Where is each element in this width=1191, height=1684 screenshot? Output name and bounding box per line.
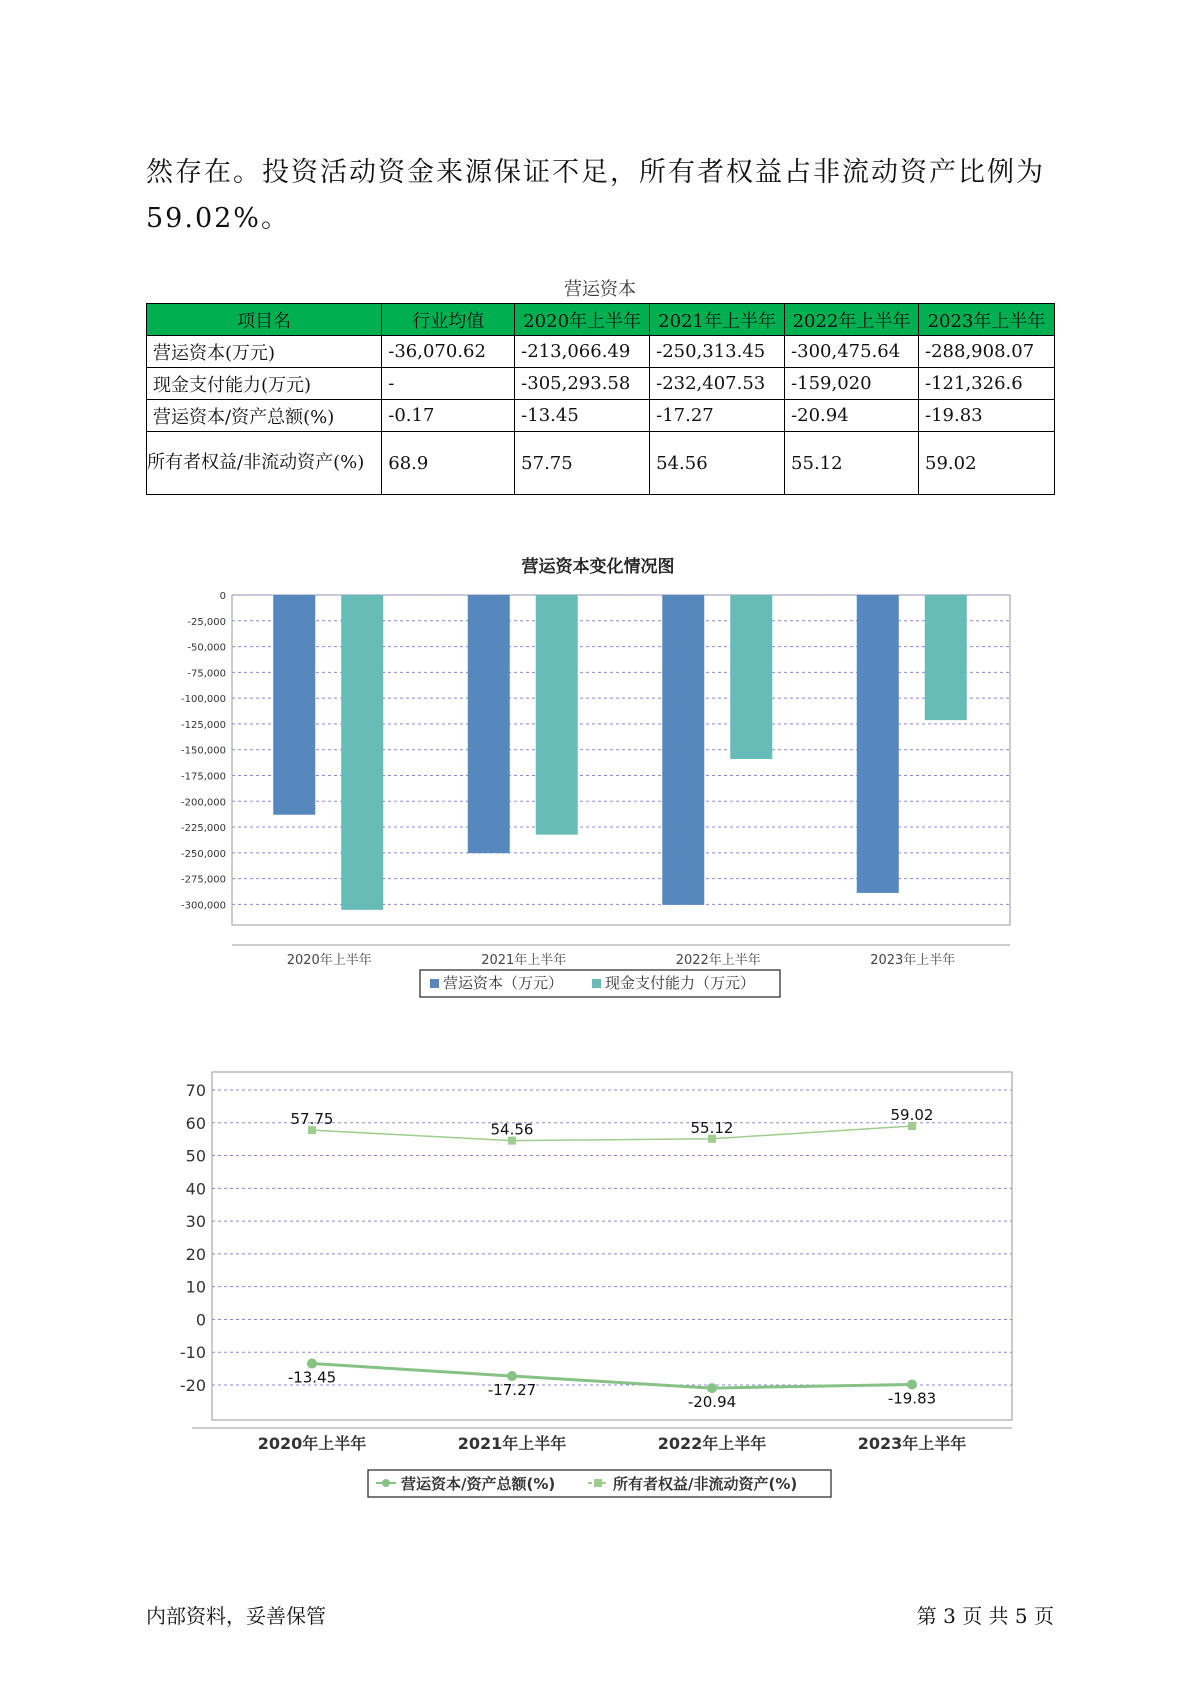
legend-label: 营运资本（万元） — [443, 974, 564, 992]
table-cell: -20.94 — [785, 400, 919, 432]
y-tick-label: 10 — [185, 1277, 206, 1297]
row-label: 营运资本(万元) — [147, 336, 382, 368]
table-cell: -36,070.62 — [382, 336, 515, 368]
data-label: 59.02 — [890, 1105, 934, 1124]
y-tick-label: -50,000 — [187, 642, 226, 654]
table-cell: -159,020 — [785, 368, 919, 400]
footer-page-number: 第 3 页 共 5 页 — [916, 1604, 1054, 1628]
table-row — [147, 336, 1055, 368]
y-tick-label: 30 — [185, 1212, 206, 1232]
legend-marker — [382, 1479, 390, 1487]
table-cell: 68.9 — [382, 432, 515, 495]
y-tick-label: 0 — [195, 1310, 206, 1330]
point-marker — [507, 1371, 517, 1381]
data-label: 55.12 — [690, 1118, 734, 1137]
point-marker — [907, 1379, 917, 1389]
row-label: 现金支付能力(万元) — [147, 368, 382, 400]
header-industry-avg: 行业均值 — [382, 304, 515, 336]
y-tick-label: -275,000 — [181, 874, 226, 886]
table-cell: -232,407.53 — [650, 368, 785, 400]
data-label: -13.45 — [287, 1368, 337, 1387]
y-tick-label: 0 — [219, 591, 226, 602]
table-cell: 57.75 — [515, 432, 650, 495]
chart-legend — [420, 970, 780, 997]
x-tick-label: 2021年上半年 — [457, 1434, 567, 1453]
header-2021: 2021年上半年 — [650, 304, 785, 336]
header-2022: 2022年上半年 — [785, 304, 919, 336]
y-tick-label: -20 — [179, 1376, 206, 1395]
header-item: 项目名 — [147, 304, 382, 336]
table-cell: 59.02 — [919, 432, 1055, 495]
footer-confidential: 内部资料，妥善保管 — [146, 1604, 326, 1628]
table-cell: -305,293.58 — [515, 368, 650, 400]
y-tick-label: -250,000 — [181, 848, 226, 860]
point-marker — [707, 1383, 717, 1393]
bar — [341, 595, 383, 910]
legend-swatch — [592, 979, 601, 988]
table-cell: -250,313.45 — [650, 336, 785, 368]
table-cell: -0.17 — [382, 400, 515, 432]
data-label: -17.27 — [487, 1381, 537, 1400]
table-row — [147, 368, 1055, 400]
data-label: -20.94 — [687, 1393, 737, 1412]
paragraph-line-2: 59.02%。 — [146, 203, 290, 234]
chart-title: 营运资本变化情况图 — [521, 557, 675, 577]
table-caption: 营运资本 — [564, 279, 636, 300]
working-capital-table — [146, 303, 1055, 495]
y-tick-label: 20 — [185, 1244, 206, 1264]
y-tick-label: -200,000 — [181, 797, 226, 809]
header-2023: 2023年上半年 — [919, 304, 1055, 336]
x-tick-label: 2022年上半年 — [675, 953, 761, 968]
bar — [468, 595, 510, 853]
ratio-line-chart — [0, 1060, 1191, 1510]
bar — [536, 595, 578, 835]
y-tick-label: -175,000 — [181, 771, 226, 783]
table-cell: -19.83 — [919, 400, 1055, 432]
x-tick-label: 2020年上半年 — [286, 953, 372, 968]
bar — [662, 595, 704, 905]
y-tick-label: -300,000 — [181, 900, 226, 912]
x-tick-label: 2022年上半年 — [657, 1434, 767, 1453]
table-row — [147, 432, 1055, 495]
legend-marker — [594, 1479, 602, 1487]
legend-label: 现金支付能力（万元） — [605, 974, 756, 992]
row-label: 营运资本/资产总额(%) — [147, 400, 382, 432]
working-capital-bar-chart — [0, 540, 1191, 1010]
table-header-row — [147, 304, 1055, 336]
data-label: 57.75 — [290, 1110, 334, 1129]
x-tick-label: 2023年上半年 — [857, 1434, 967, 1453]
table-cell: 54.56 — [650, 432, 785, 495]
y-tick-label: -225,000 — [181, 823, 226, 835]
paragraph-line-1: 然存在。投资活动资金来源保证不足，所有者权益占非流动资产比例为 — [146, 157, 1045, 188]
bar — [857, 595, 899, 893]
y-tick-label: 70 — [185, 1081, 206, 1100]
y-tick-label: -10 — [179, 1343, 206, 1363]
table-cell: -13.45 — [515, 400, 650, 432]
y-tick-label: -150,000 — [181, 745, 226, 757]
y-tick-label: -75,000 — [187, 668, 226, 680]
y-tick-label: -125,000 — [181, 719, 226, 731]
table-row — [147, 400, 1055, 432]
table-cell: -17.27 — [650, 400, 785, 432]
data-label: 54.56 — [490, 1120, 534, 1139]
body-paragraph — [146, 150, 1046, 242]
bar — [925, 595, 967, 720]
table-cell: - — [382, 368, 515, 400]
line-equity-ratio — [312, 1126, 912, 1141]
chart-legend — [368, 1470, 831, 1497]
header-2020: 2020年上半年 — [515, 304, 650, 336]
x-tick-label: 2021年上半年 — [481, 953, 567, 968]
line-working-capital-ratio — [312, 1364, 912, 1389]
y-tick-label: 40 — [185, 1179, 206, 1199]
legend-swatch — [430, 979, 439, 988]
x-tick-label: 2020年上半年 — [257, 1434, 367, 1453]
bar — [730, 595, 772, 759]
table-cell: -288,908.07 — [919, 336, 1055, 368]
x-tick-label: 2023年上半年 — [870, 953, 956, 968]
table-cell: 55.12 — [785, 432, 919, 495]
point-marker — [307, 1359, 317, 1369]
table-cell: -121,326.6 — [919, 368, 1055, 400]
y-tick-label: -25,000 — [187, 616, 226, 628]
legend-label: 所有者权益/非流动资产(%) — [613, 1475, 798, 1493]
table-cell: -300,475.64 — [785, 336, 919, 368]
y-tick-label: -100,000 — [181, 694, 226, 706]
table-cell: -213,066.49 — [515, 336, 650, 368]
y-tick-label: 50 — [185, 1146, 206, 1166]
y-tick-label: 60 — [185, 1113, 206, 1133]
data-label: -19.83 — [887, 1389, 937, 1408]
row-label: 所有者权益/非流动资产(%) — [147, 432, 382, 495]
legend-label: 营运资本/资产总额(%) — [401, 1475, 556, 1493]
bar — [273, 595, 315, 815]
